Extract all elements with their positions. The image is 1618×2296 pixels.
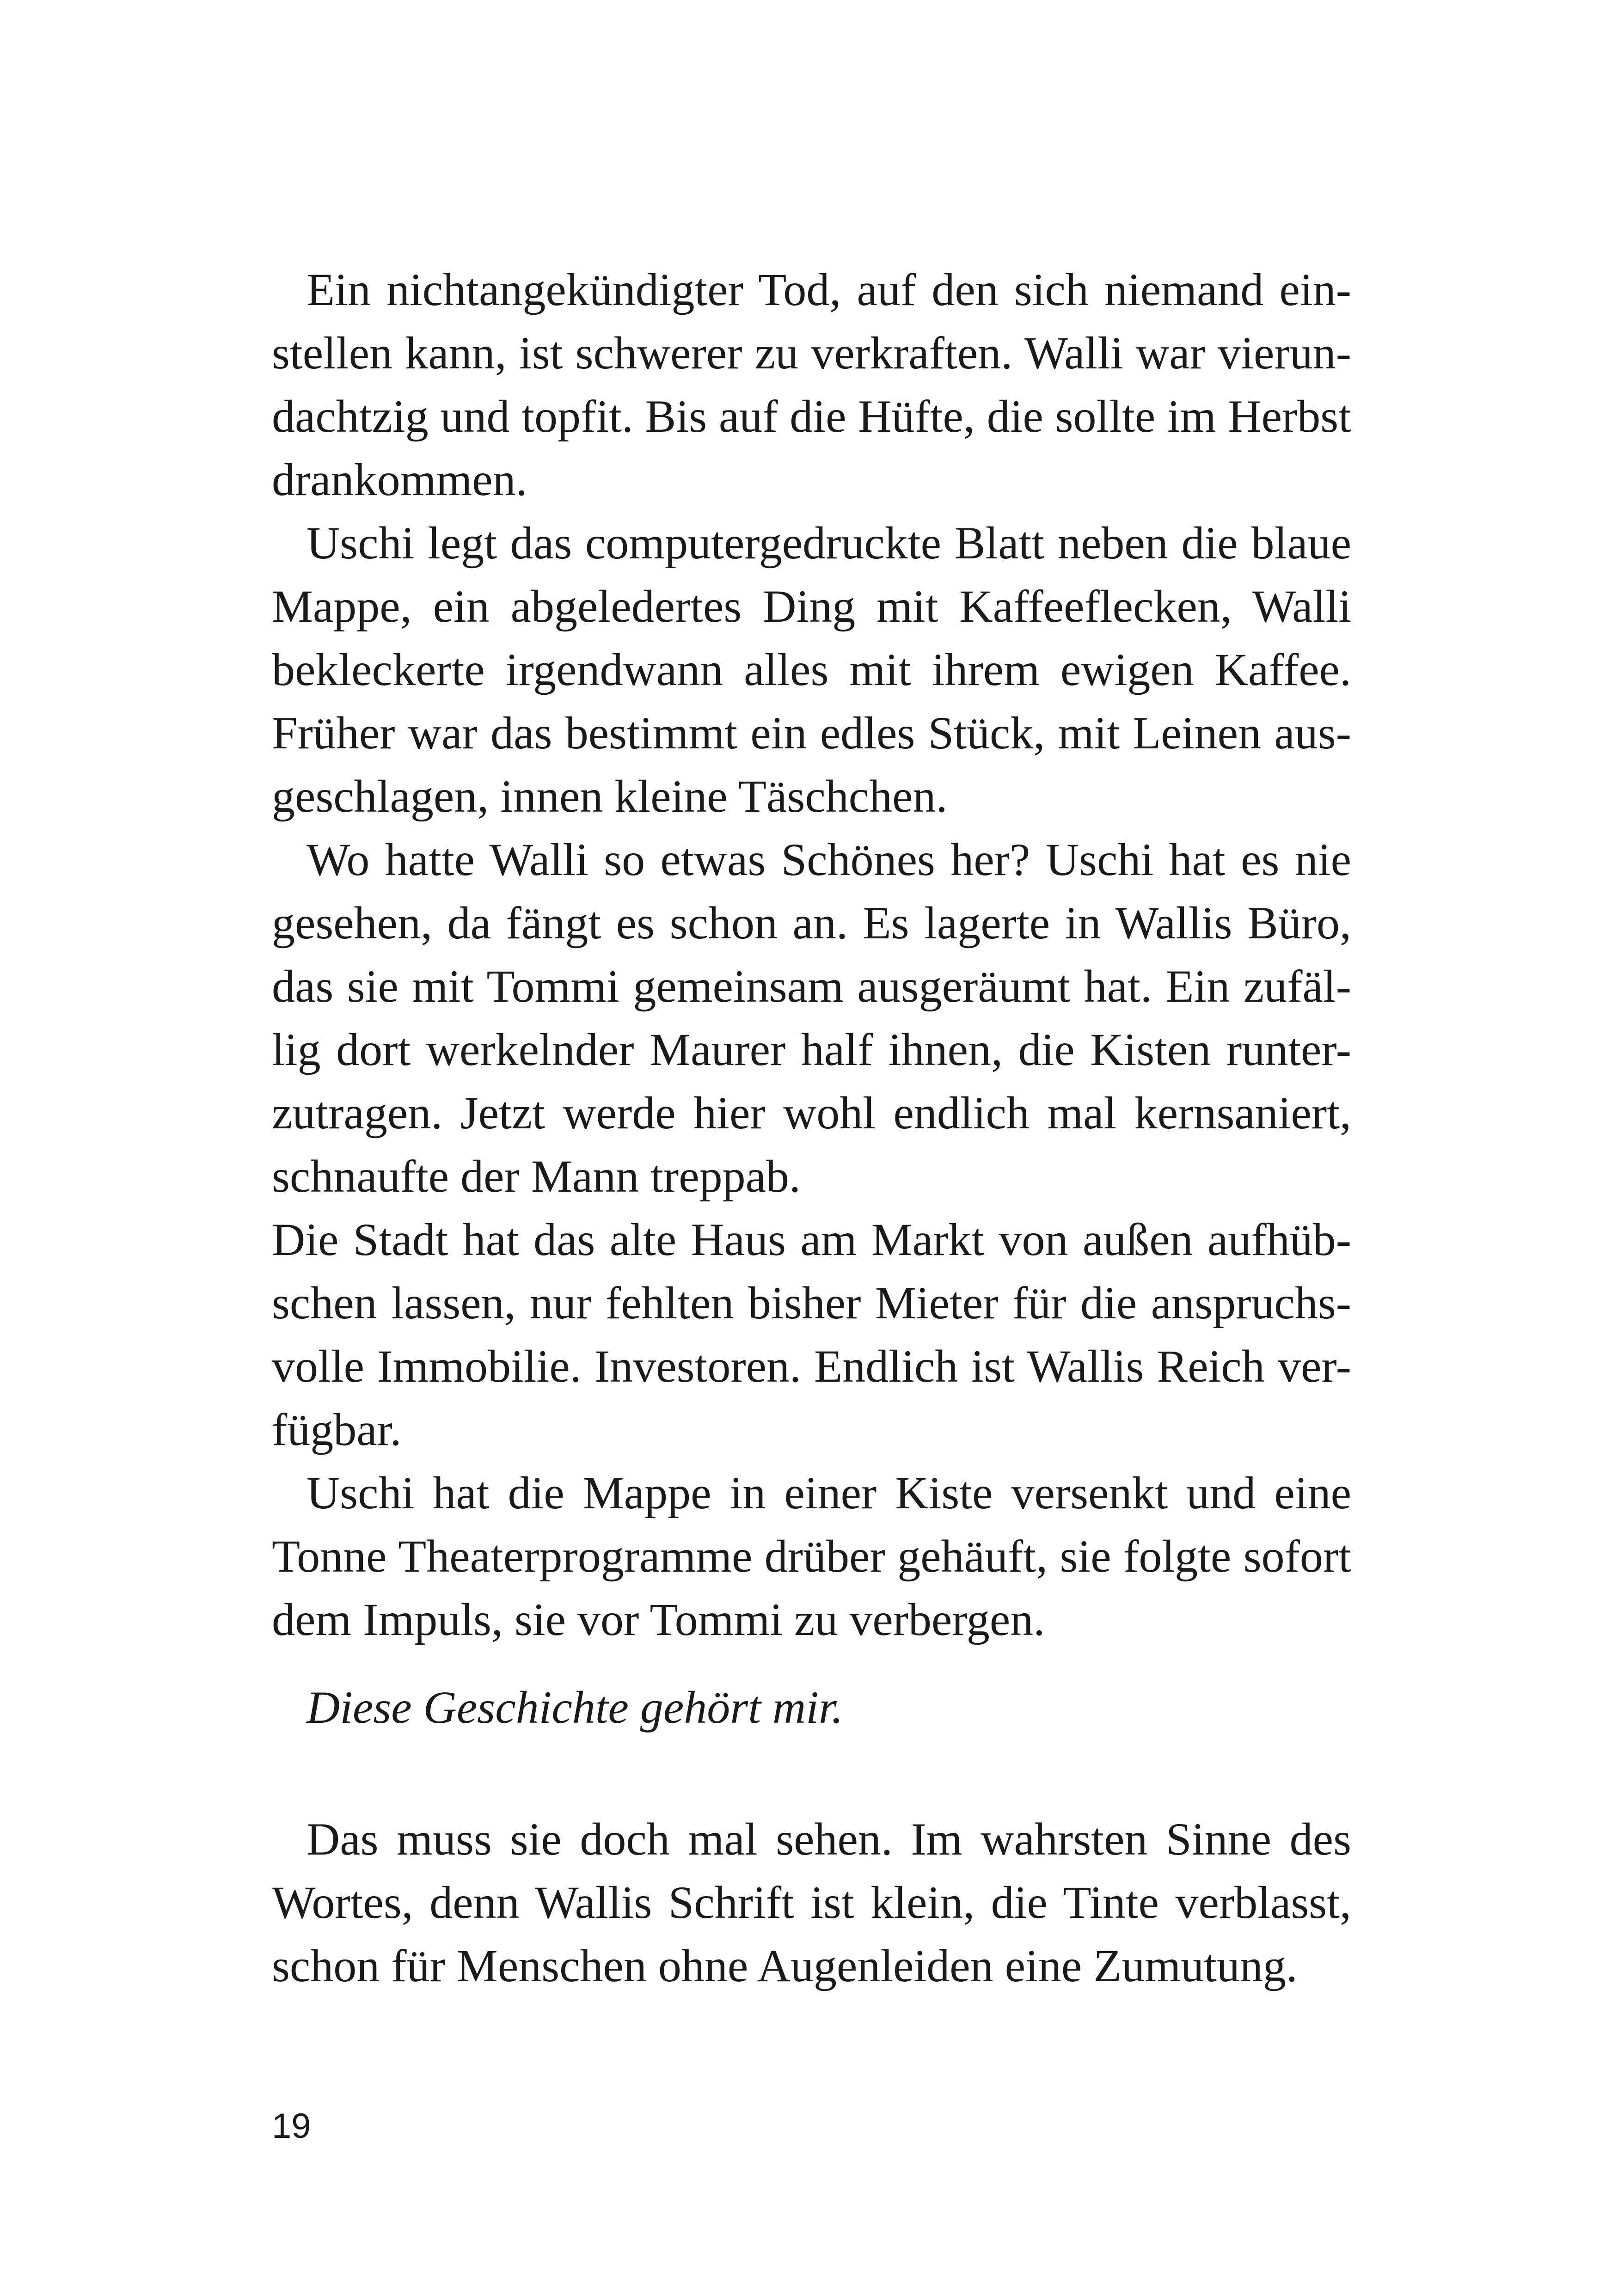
text-line: schen lassen, nur fehlten bisher Mieter für die anspruchs- <box>272 1277 1351 1329</box>
text-block-italic-line <box>272 1676 1351 1739</box>
text-block-closing <box>272 1807 1351 1997</box>
text-block-main <box>272 258 1351 1651</box>
text-line: Uschi legt das computergedruckte Blatt neben die blaue <box>306 517 1351 569</box>
text-line: Die Stadt hat das alte Haus am Markt von außen aufhüb- <box>272 1214 1351 1265</box>
text-line: bekleckerte irgendwann alles mit ihrem ewigen Kaffee. <box>272 644 1351 695</box>
text-line: Früher war das bestimmt ein edles Stück, mit Leinen aus- <box>272 707 1351 759</box>
text-line: Wortes, denn Wallis Schrift ist klein, die Tinte verblasst, <box>272 1877 1351 1928</box>
text-line: Wo hatte Walli so etwas Schönes her? Uschi hat es nie <box>306 834 1351 885</box>
text-line: lig dort werkelnder Maurer half ihnen, die Kisten runter- <box>272 1024 1351 1075</box>
text-line: das sie mit Tommi gemeinsam ausgeräumt hat. Ein zufäl- <box>272 961 1351 1012</box>
text-line: stellen kann, ist schwerer zu verkraften. Walli war vierun- <box>272 327 1351 379</box>
text-line: schnaufte der Mann treppab. <box>272 1151 801 1202</box>
text-line: drankommen. <box>272 454 527 505</box>
text-line: gesehen, da fängt es schon an. Es lagerte in Wallis Büro, <box>272 897 1351 949</box>
text-line: Tonne Theaterprogramme drüber gehäuft, sie folgte sofort <box>272 1531 1351 1582</box>
text-line: Das muss sie doch mal sehen. Im wahrsten Sinne des <box>306 1813 1351 1865</box>
text-line: Mappe, ein abgeledertes Ding mit Kaffeeflecken, Walli <box>272 581 1351 632</box>
page-number: 19 <box>272 2106 311 2146</box>
text-line: Diese Geschichte gehört mir. <box>306 1682 843 1733</box>
text-line: geschlagen, innen kleine Täschchen. <box>272 771 948 822</box>
text-line: dem Impuls, sie vor Tommi zu verbergen. <box>272 1594 1045 1645</box>
text-line: Ein nichtangekündigter Tod, auf den sich niemand ein- <box>306 264 1351 315</box>
text-line: volle Immobilie. Investoren. Endlich ist Wallis Reich ver- <box>272 1341 1351 1392</box>
text-line: fügbar. <box>272 1404 402 1455</box>
text-line: Uschi hat die Mappe in einer Kiste versenkt und eine <box>306 1467 1351 1518</box>
text-line: schon für Menschen ohne Augenleiden eine Zumutung. <box>272 1940 1298 1991</box>
text-line: zutragen. Jetzt werde hier wohl endlich mal kernsaniert, <box>272 1087 1351 1139</box>
text-line: dachtzig und topfit. Bis auf die Hüfte, die sollte im Herbst <box>272 391 1351 442</box>
